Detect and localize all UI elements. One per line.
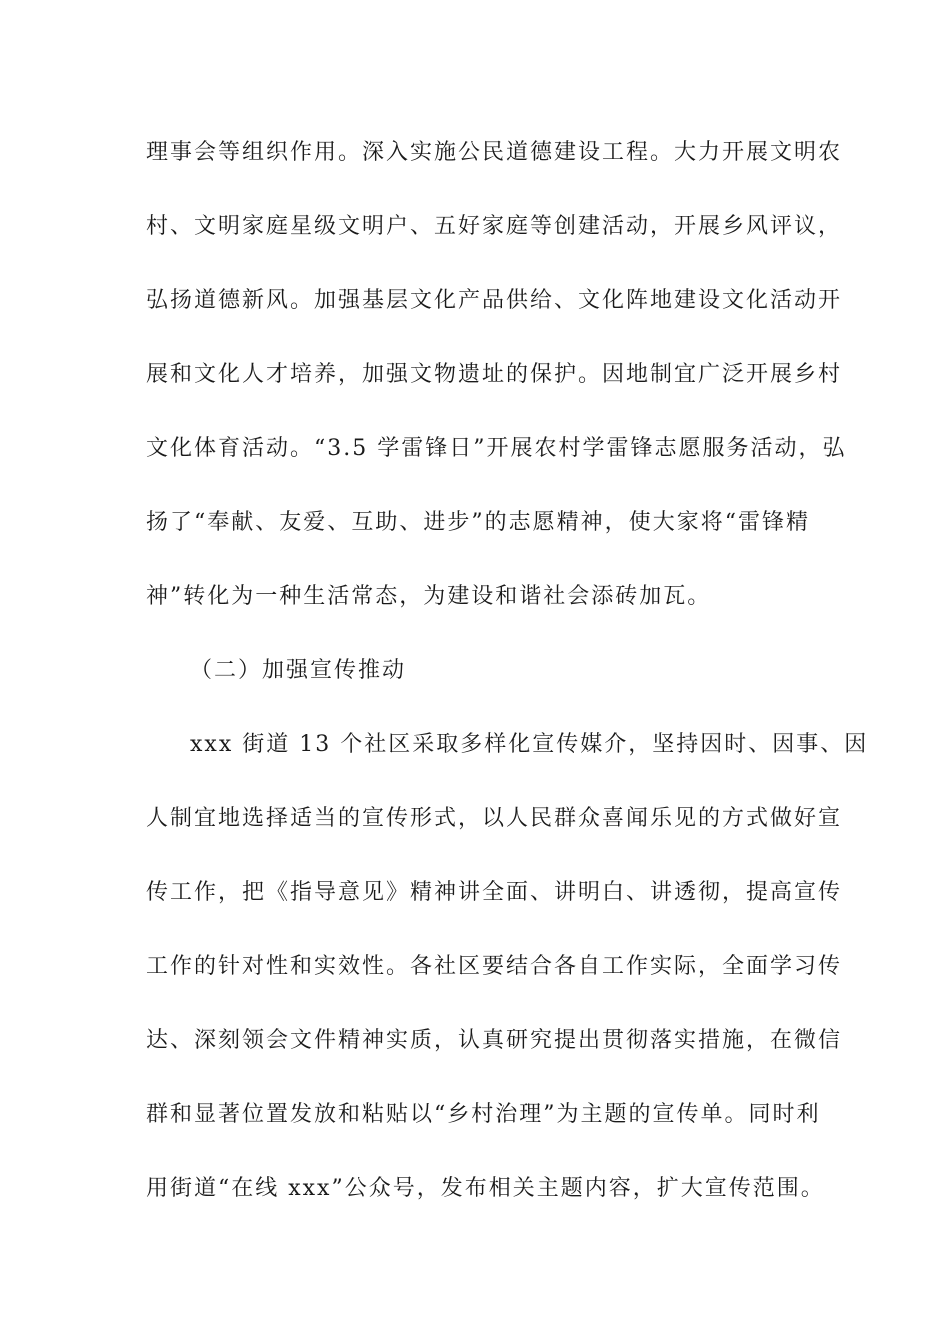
paragraph-line: 传工作，把《指导意见》精神讲全面、讲明白、讲透彻，提高宣传 bbox=[146, 880, 843, 905]
paragraph-line: 群和显著位置发放和粘贴以“乡村治理”为主题的宣传单。同时利 bbox=[146, 1102, 821, 1127]
paragraph-line: 理事会等组织作用。深入实施公民道德建设工程。大力开展文明农 bbox=[146, 140, 843, 165]
paragraph-line: 人制宜地选择适当的宣传形式，以人民群众喜闻乐见的方式做好宣 bbox=[146, 806, 843, 831]
paragraph-line: 扬了“奉献、友爱、互助、进步”的志愿精神，使大家将“雷锋精 bbox=[146, 510, 810, 535]
paragraph-line: 弘扬道德新风。加强基层文化产品供给、文化阵地建设文化活动开 bbox=[146, 288, 843, 313]
paragraph-line: 展和文化人才培养，加强文物遗址的保护。因地制宜广泛开展乡村 bbox=[146, 362, 843, 387]
paragraph-line: 工作的针对性和实效性。各社区要结合各自工作实际，全面学习传 bbox=[146, 954, 843, 979]
paragraph-line: xxx 街道 13 个社区采取多样化宣传媒介，坚持因时、因事、因 bbox=[190, 732, 869, 757]
section-heading: （二）加强宣传推动 bbox=[190, 658, 407, 683]
paragraph-line: 神”转化为一种生活常态，为建设和谐社会添砖加瓦。 bbox=[146, 584, 712, 609]
paragraph-line: 达、深刻领会文件精神实质，认真研究提出贯彻落实措施，在微信 bbox=[146, 1028, 843, 1053]
paragraph-line: 文化体育活动。“3.5 学雷锋日”开展农村学雷锋志愿服务活动，弘 bbox=[146, 436, 847, 461]
paragraph-line: 村、文明家庭星级文明户、五好家庭等创建活动，开展乡风评议， bbox=[146, 214, 843, 239]
paragraph-line: 用街道“在线 xxx”公众号，发布相关主题内容，扩大宣传范围。 bbox=[146, 1176, 825, 1201]
